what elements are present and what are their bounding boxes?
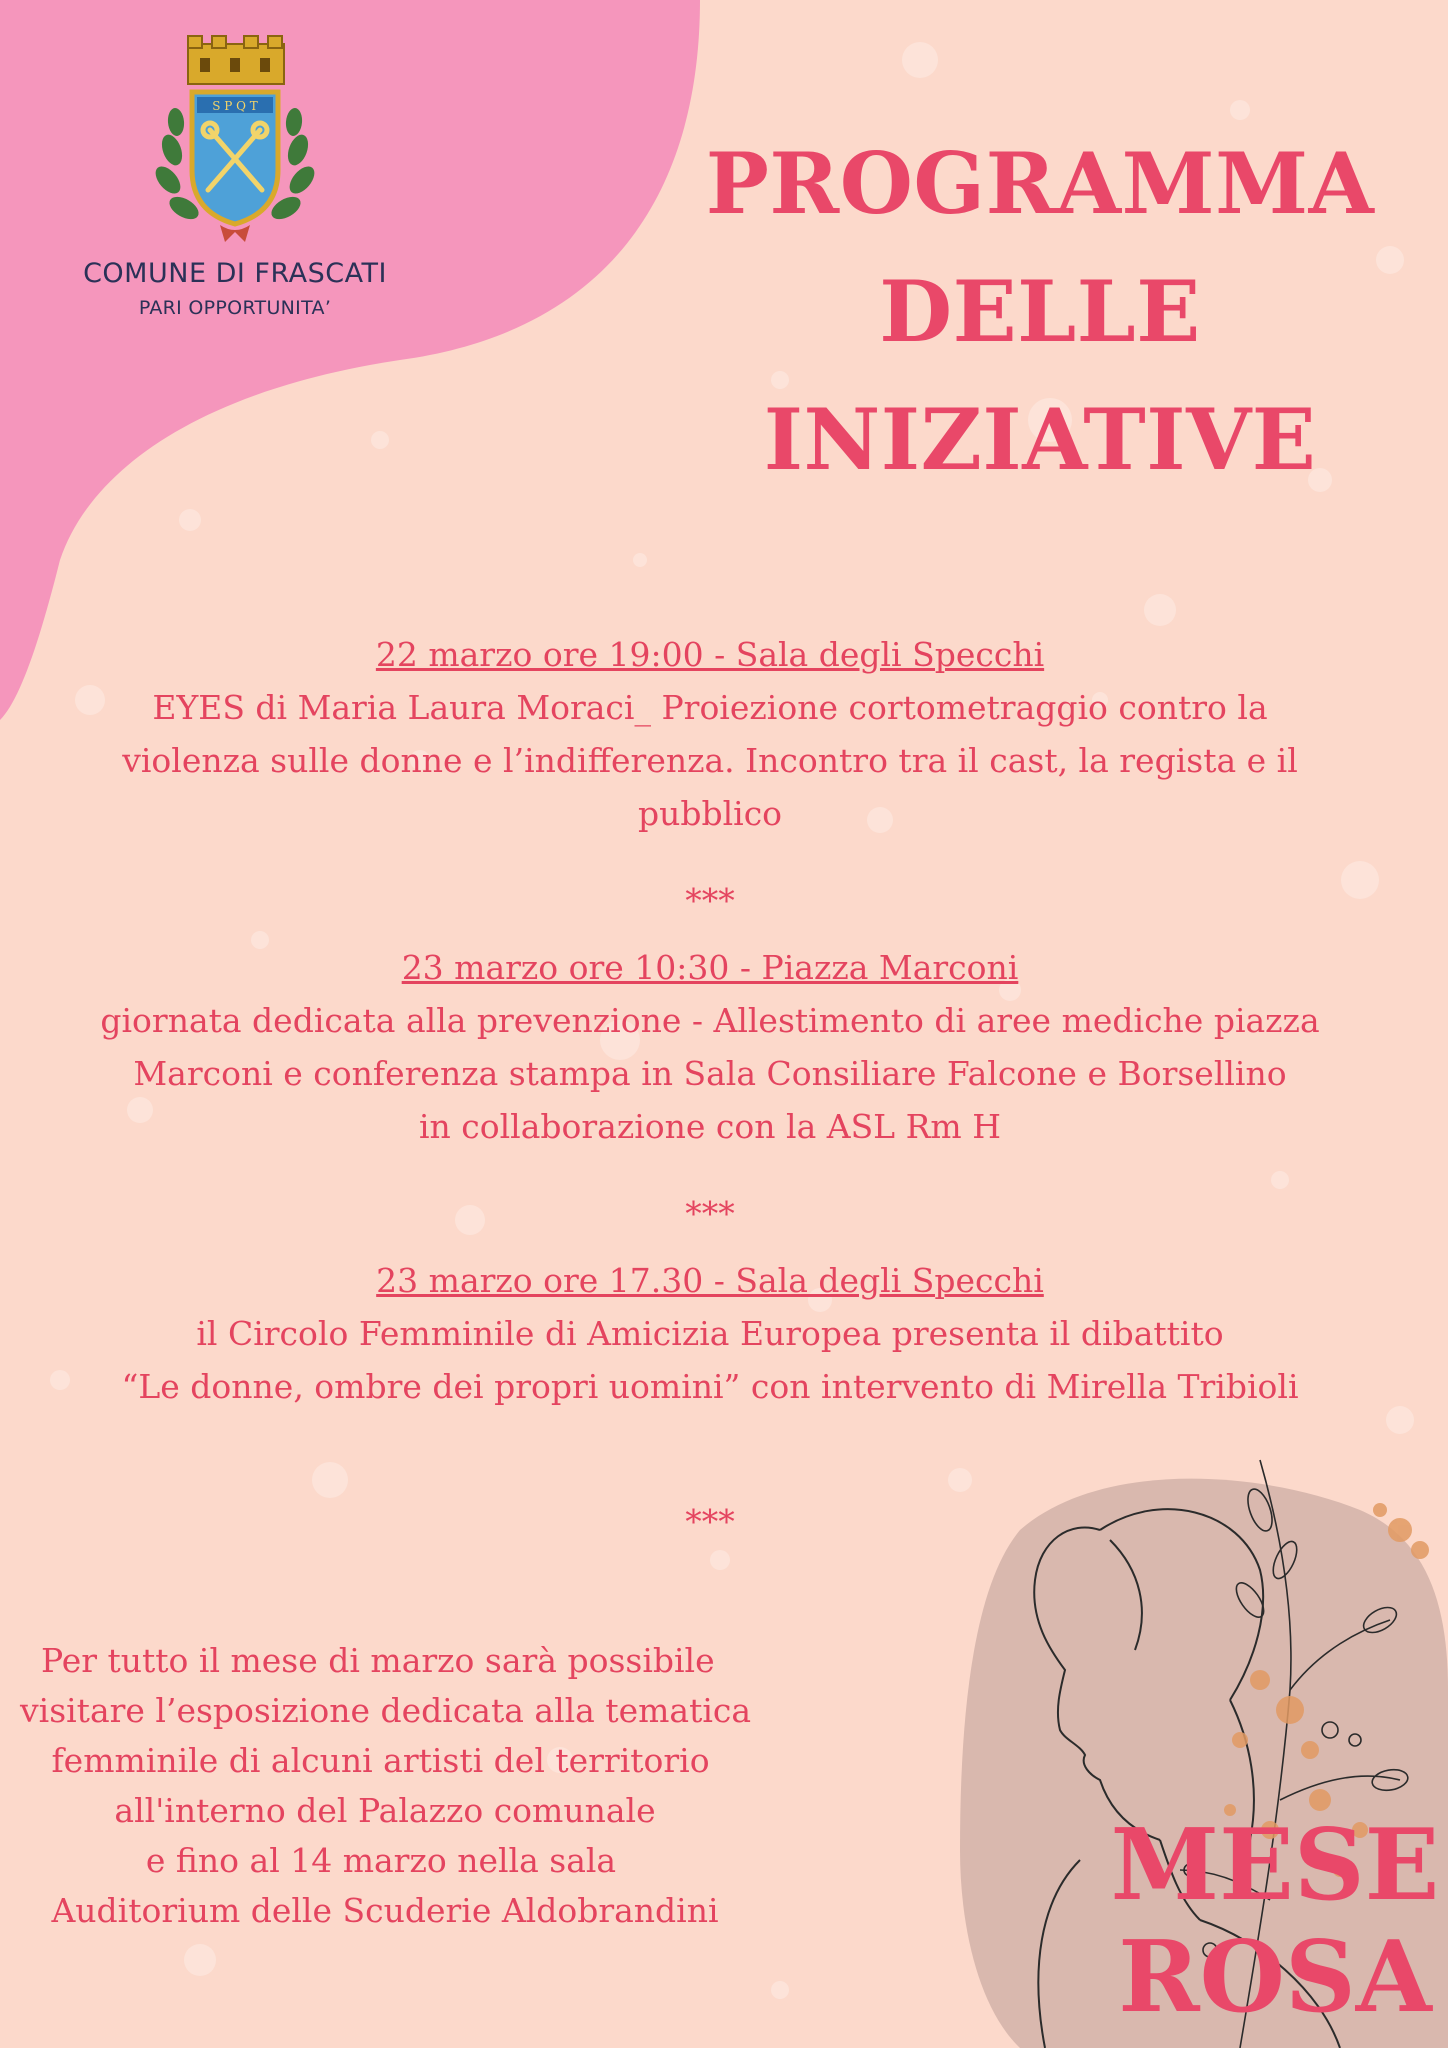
title-line-2: DELLE INIZIATIVE [763, 262, 1317, 489]
crown-icon [188, 36, 284, 84]
event-description-line: giornata dedicata alla prevenzione - Allestimento di aree mediche piazza [100, 1001, 1320, 1040]
organization-name: COMUNE DI FRASCATI [83, 258, 387, 289]
event-date-line: 22 marzo ore 19:00 - Sala degli Specchi [375, 635, 1045, 674]
pink-corner-blob [0, 0, 700, 720]
exhibition-line: femminile di alcuni artisti del territorio [20, 1741, 710, 1780]
event-description-line: EYES di Maria Laura Moraci_ Proiezione cortometraggio contro la [152, 688, 1268, 727]
frascati-crest-icon [140, 30, 330, 245]
exhibition-line: all'interno del Palazzo comunale [20, 1791, 656, 1830]
separator: *** [685, 1502, 735, 1541]
event-2 [10, 941, 1410, 1153]
event-date-line: 23 marzo ore 17.30 - Sala degli Specchi [376, 1261, 1044, 1300]
organization-block [40, 258, 430, 319]
badge-line-1: MESE [1110, 1808, 1440, 1923]
event-program [10, 628, 1410, 1562]
title-line-1: PROGRAMMA [705, 134, 1375, 233]
exhibition-line: e fino al 14 marzo nella sala [20, 1841, 617, 1880]
event-description-line: violenza sulle donne e l’indifferenza. Incontro tra il cast, la regista e il [122, 741, 1298, 780]
exhibition-line: visitare l’esposizione dedicata alla tematica [20, 1691, 752, 1730]
crest-letters: S P Q T [212, 99, 258, 113]
badge-line-2: ROSA [1118, 1920, 1432, 2035]
event-date-line: 23 marzo ore 10:30 - Piazza Marconi [401, 948, 1019, 987]
exhibition-line: Per tutto il mese di marzo sarà possibile [20, 1641, 715, 1680]
organization-department: PARI OPPORTUNITA’ [138, 297, 332, 319]
event-description-line: pubblico [637, 794, 783, 833]
event-description-line: in collaborazione con la ASL Rm H [418, 1107, 1001, 1146]
separator: *** [685, 1194, 735, 1233]
event-description-line: Marconi e conferenza stampa in Sala Consiliare Falcone e Borsellino [133, 1054, 1287, 1093]
event-3 [10, 1254, 1410, 1413]
exhibition-notice [20, 1636, 860, 1936]
page-title [640, 120, 1440, 504]
event-description-line: il Circolo Femminile di Amicizia Europea presenta il dibattito [196, 1314, 1224, 1353]
event-1 [10, 628, 1410, 840]
exhibition-line: Auditorium delle Scuderie Aldobrandini [20, 1891, 719, 1930]
mese-rosa-badge [1110, 1810, 1440, 2034]
event-description-line: “Le donne, ombre dei propri uomini” con intervento di Mirella Tribioli [121, 1367, 1299, 1406]
separator: *** [685, 881, 735, 920]
